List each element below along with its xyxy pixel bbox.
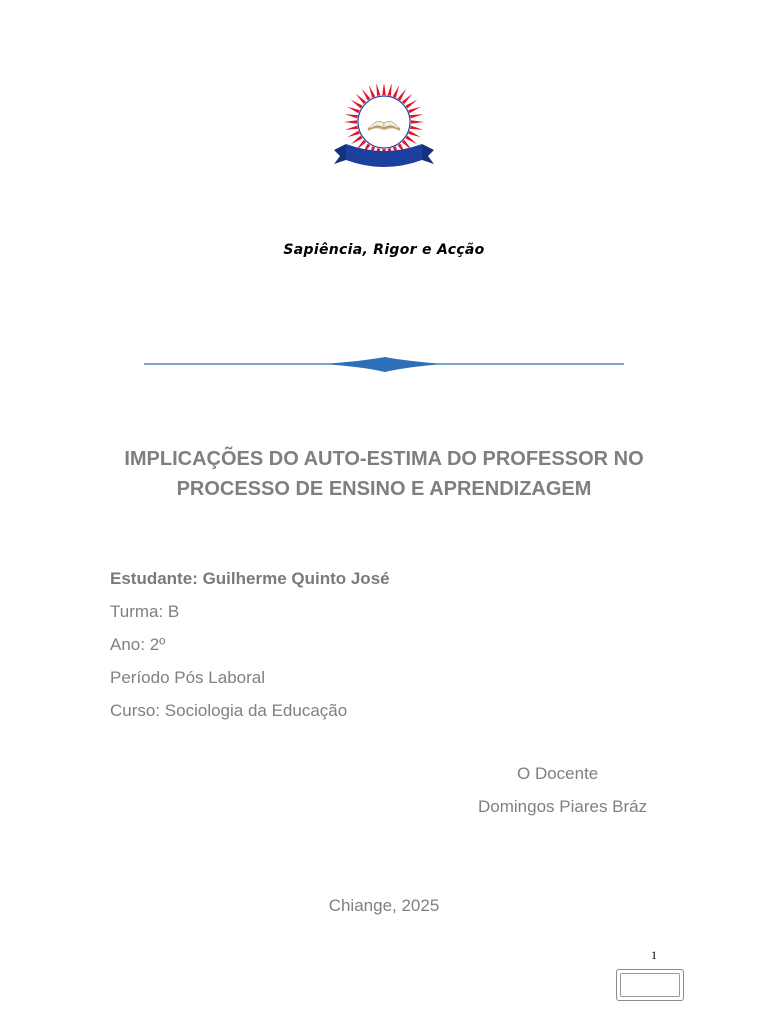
logo-ray bbox=[362, 89, 371, 101]
student-line bbox=[110, 566, 390, 599]
student-label: Estudante bbox=[110, 569, 193, 588]
logo-ray bbox=[410, 114, 423, 118]
logo-ray bbox=[410, 126, 423, 130]
page-number: 1 bbox=[651, 948, 657, 962]
logo-ray bbox=[376, 84, 380, 96]
logo-ray bbox=[351, 136, 363, 145]
logo-ray bbox=[382, 84, 385, 95]
logo-ray bbox=[402, 94, 412, 104]
year-line: Ano: 2º bbox=[110, 635, 166, 654]
document-title bbox=[60, 444, 708, 504]
student-name: : Guilherme Quinto José bbox=[192, 569, 390, 588]
logo-ray bbox=[369, 85, 376, 98]
period-line: Período Pós Laboral bbox=[110, 668, 265, 687]
logo-ray bbox=[347, 131, 360, 138]
logo-ray bbox=[345, 114, 358, 118]
logo-ray bbox=[351, 100, 363, 109]
place-date: Chiange, 2025 bbox=[328, 896, 440, 915]
school-logo-emblem bbox=[318, 84, 450, 170]
logo-ray bbox=[347, 107, 360, 114]
logo-ray bbox=[408, 131, 421, 138]
logo-ray bbox=[344, 120, 357, 123]
school-logo bbox=[318, 84, 450, 170]
logo-ray bbox=[405, 136, 417, 145]
logo-ray bbox=[398, 89, 407, 101]
course-line: Curso: Sociologia da Educação bbox=[110, 701, 348, 720]
teacher-role: O Docente bbox=[517, 764, 599, 783]
decorative-divider bbox=[144, 356, 624, 372]
teacher-name: Domingos Piares Bráz bbox=[478, 797, 648, 816]
title-line-1: IMPLICAÇÕES DO AUTO-ESTIMA DO PROFESSOR NO bbox=[124, 448, 644, 470]
logo-ray bbox=[345, 126, 358, 130]
page-number-box bbox=[616, 969, 684, 1001]
logo-ray bbox=[405, 100, 417, 109]
logo-ray bbox=[411, 120, 424, 123]
title-line-2: PROCESSO DE ENSINO E APRENDIZAGEM bbox=[176, 478, 592, 500]
student-info bbox=[110, 566, 390, 731]
logo-ray bbox=[388, 84, 392, 96]
logo-ray bbox=[356, 94, 366, 104]
logo-ray bbox=[393, 85, 400, 98]
class-line: Turma: B bbox=[110, 602, 180, 621]
logo-ray bbox=[408, 107, 421, 114]
motto: Sapiência, Rigor e Acção bbox=[283, 242, 485, 258]
